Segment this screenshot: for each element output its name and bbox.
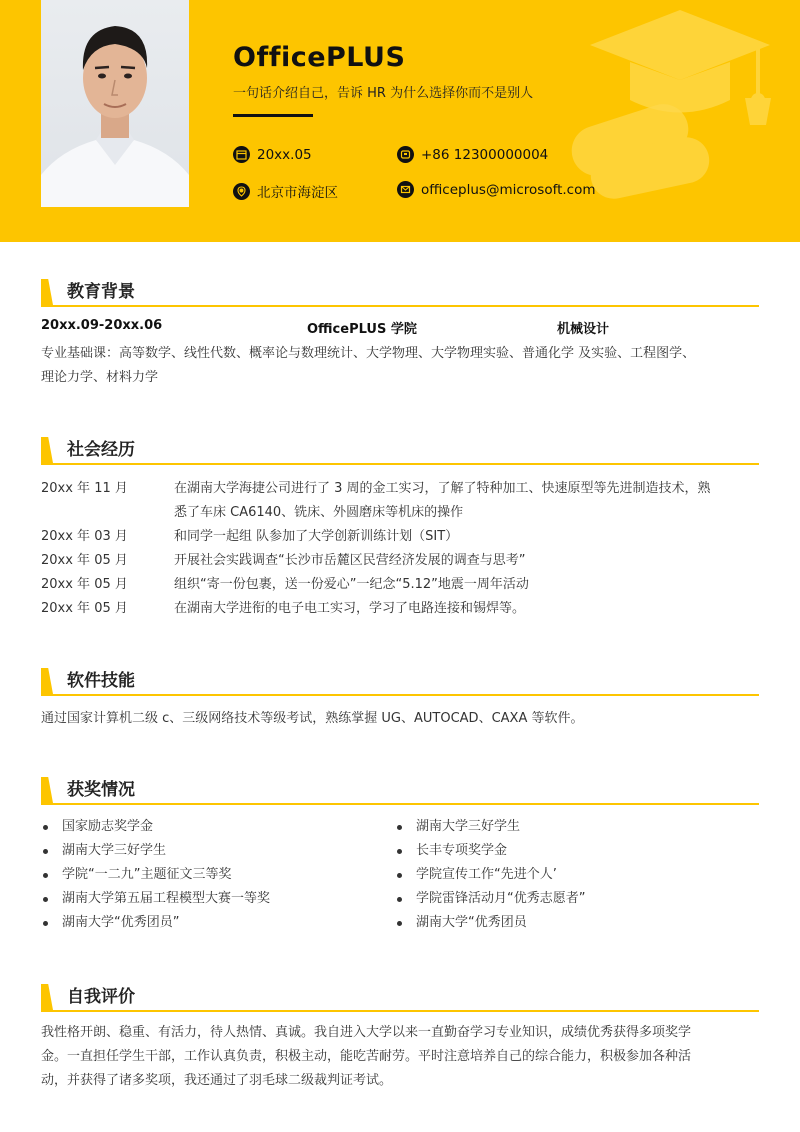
- award-text: 湖南大学第五届工程模型大赛一等奖: [62, 891, 271, 906]
- experience-desc: [174, 477, 759, 525]
- bullet-icon: [43, 921, 48, 926]
- experience-desc: 组织“寄一份包裹，送一份爱心”一纪念“5.12”地震一周年活动: [174, 577, 529, 592]
- section-tab: [41, 279, 53, 305]
- name-underline: [233, 114, 313, 117]
- self-eval-line: 动，并获得了诸多奖项，我还通过了羽毛球二级裁判证考试。: [41, 1073, 393, 1088]
- email-text: officeplus@microsoft.com: [421, 181, 596, 198]
- award-item: [43, 911, 179, 935]
- education-school: OfficePLUS 学院: [307, 322, 417, 337]
- bullet-icon: [43, 849, 48, 854]
- birth-date: [233, 146, 312, 163]
- education-major: 机械设计: [557, 322, 610, 337]
- courses-line: 专业基础课：高等数学、线性代数、概率论与数理统计、大学物理、大学物理实验、普通化学 及实验、工程图学、: [41, 346, 696, 361]
- award-text: 湖南大学三好学生: [416, 819, 521, 834]
- section-divider: [41, 694, 759, 696]
- award-text: 学院雷锋活动月“优秀志愿者”: [416, 891, 586, 906]
- bullet-icon: [397, 873, 402, 878]
- skills-section-header: [41, 668, 759, 696]
- location-text: 北京市海淀区: [257, 185, 338, 201]
- award-text: 学院“一二九”主题征文三等奖: [62, 867, 232, 882]
- bullet-icon: [43, 897, 48, 902]
- experience-date: 20xx 年 11 月: [41, 481, 128, 496]
- avatar: [41, 0, 189, 207]
- calendar-icon: [233, 146, 250, 163]
- award-text: 湖南大学“优秀团员: [416, 915, 527, 930]
- self-eval-line: 金。一直担任学生干部，工作认真负责，积极主动，能吃苦耐劳。平时注意培养自己的综合能力，积极参加各种活: [41, 1049, 692, 1064]
- award-text: 长丰专项奖学金: [416, 843, 508, 858]
- bullet-icon: [397, 897, 402, 902]
- education-courses: [41, 342, 759, 390]
- experience-date: 20xx 年 05 月: [41, 577, 128, 592]
- experience-desc-line: 在湖南大学海捷公司进行了 3 周的金工实习，了解了特种加工、快速原型等先进制造技术，熟: [174, 481, 711, 496]
- bullet-icon: [43, 825, 48, 830]
- award-item: [43, 887, 270, 911]
- section-title: 教育背景: [67, 282, 135, 302]
- phone-icon: [397, 146, 414, 163]
- section-tab: [41, 777, 53, 803]
- award-item: [397, 887, 585, 911]
- location: [233, 181, 338, 201]
- tagline: 一句话介绍自己，告诉 HR 为什么选择你而不是别人: [233, 86, 534, 101]
- awards-section-header: [41, 777, 759, 805]
- self-eval-line: 我性格开朗、稳重、有活力，待人热情、真诚。我自进入大学以来一直勤奋学习专业知识，成绩优秀获得多项奖学: [41, 1025, 692, 1040]
- award-item: [397, 815, 520, 839]
- location-pin-icon: [233, 183, 250, 200]
- experience-desc: 在湖南大学进衔的电子电工实习，学习了电路连接和锡焊等。: [174, 601, 526, 616]
- award-text: 国家励志奖学金: [62, 819, 154, 834]
- experience-section-header: [41, 437, 759, 465]
- section-tab: [41, 437, 53, 463]
- section-title: 自我评价: [67, 987, 135, 1007]
- courses-line: 理论力学、材料力学: [41, 370, 159, 385]
- section-title: 软件技能: [67, 671, 135, 691]
- award-text: 学院宣传工作“先进个人’: [416, 867, 557, 882]
- section-divider: [41, 305, 759, 307]
- birth-date-text: 20xx.05: [257, 146, 312, 163]
- award-item: [397, 839, 507, 863]
- self-eval-section-header: [41, 984, 759, 1012]
- resume-header: [0, 0, 800, 242]
- experience-date: 20xx 年 05 月: [41, 601, 128, 616]
- bullet-icon: [397, 921, 402, 926]
- education-period: 20xx.09-20xx.06: [41, 318, 163, 333]
- bullet-icon: [397, 849, 402, 854]
- experience-date: 20xx 年 03 月: [41, 529, 128, 544]
- award-text: 湖南大学三好学生: [62, 843, 167, 858]
- education-section-header: [41, 279, 759, 307]
- section-tab: [41, 668, 53, 694]
- mail-icon: [397, 181, 414, 198]
- skills-text: 通过国家计算机二级 c、三级网络技术等级考试，熟练掌握 UG、AUTOCAD、CAXA 等软件。: [41, 711, 584, 726]
- award-item: [43, 815, 153, 839]
- self-eval-text: [41, 1021, 759, 1093]
- phone: [397, 146, 548, 163]
- experience-desc-line: 悉了车床 CA6140、铣床、外圆磨床等机床的操作: [174, 505, 464, 520]
- award-item: [43, 863, 231, 887]
- phone-text: +86 12300000004: [421, 146, 549, 163]
- candidate-name: OfficePLUS: [233, 42, 406, 73]
- award-text: 湖南大学“优秀团员”: [62, 915, 180, 930]
- section-tab: [41, 984, 53, 1010]
- section-title: 社会经历: [67, 440, 135, 460]
- experience-date: 20xx 年 05 月: [41, 553, 128, 568]
- award-item: [397, 863, 557, 887]
- experience-desc: 和同学一起组 队参加了大学创新训练计划（SIT）: [174, 529, 459, 544]
- award-item: [43, 839, 166, 863]
- experience-desc: 开展社会实践调查“长沙市岳麓区民营经济发展的调查与思考”: [174, 553, 526, 568]
- email: [397, 181, 596, 198]
- award-item: [397, 911, 527, 935]
- bullet-icon: [397, 825, 402, 830]
- section-divider: [41, 803, 759, 805]
- section-divider: [41, 463, 759, 465]
- section-divider: [41, 1010, 759, 1012]
- profile-photo: [41, 0, 189, 207]
- section-title: 获奖情况: [67, 780, 135, 800]
- bullet-icon: [43, 873, 48, 878]
- education-row: [41, 318, 759, 340]
